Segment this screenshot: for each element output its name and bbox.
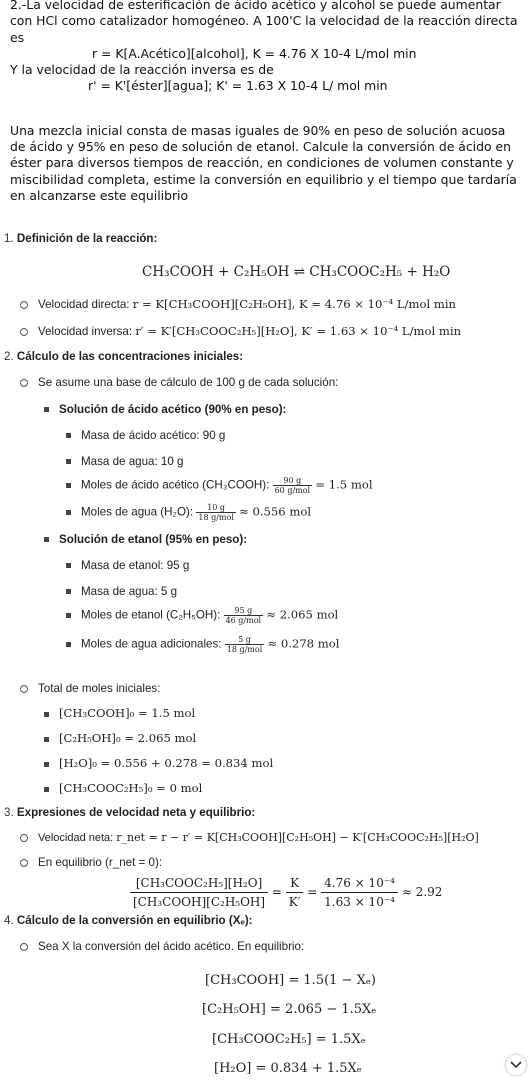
- rate-forward: Velocidad directa: r = K[CH₃COOH][C₂H₅OH], K = 4.76 × 10⁻⁴ L/mol min: [20, 297, 456, 311]
- eq-ethanol: [C₂H₅OH] = 2.065 − 1.5Xₑ: [202, 1002, 377, 1017]
- total-ethanol: [C₂H₅OH]₀ = 2.065 mol: [44, 731, 196, 745]
- calc-basis: Se asume una base de cálculo de 100 g de cada solución:: [20, 376, 338, 389]
- total-ester: [CH₃COOC₂H₅]₀ = 0 mol: [44, 781, 202, 795]
- eq-acid: [CH₃COOH] = 1.5(1 − Xₑ): [205, 973, 376, 988]
- net-rate: Velocidad neta: r_net = r − r′ = K[CH₃COOH][C₂H₅OH] − K′[CH₃COOC₂H₅][H₂O]: [20, 831, 479, 844]
- reaction-equation: CH₃COOH + C₂H₅OH ⇌ CH₃COOC₂H₅ + H₂O: [142, 264, 451, 280]
- equilibrium-constant-equation: [CH₃COOC₂H₅][H₂O] [CH₃COOH][C₂H₅OH] = $\frac{K}{K'}$ = $\frac{\text{4.76 × 10⁻⁴}}{\text{1.63 × 10⁻⁴}}$ ≈ 2.92: [130, 874, 442, 911]
- rate-reverse: Velocidad inversa: r′ = K′[CH₃COOC₂H₅][H₂O], K′ = 1.63 × 10⁻⁴ L/mol min: [20, 324, 461, 338]
- water-mass-2: Masa de agua: 5 g: [66, 585, 177, 598]
- acid-mass: Masa de ácido acético: 90 g: [66, 429, 225, 442]
- conversion-definition: Sea X la conversión del ácido acético. En equilibrio:: [20, 940, 304, 953]
- total-moles-heading: Total de moles iniciales:: [20, 682, 160, 695]
- total-water: [H₂O]₀ = 0.556 + 0.278 = 0.834 mol: [44, 756, 273, 770]
- problem-question: Una mezcla inicial consta de masas iguales de 90% en peso de solución acuosa de ácido y 95% en peso de solución de etanol. Calcule la conversión de ácido en éster para diversos tiempos de reacción, en condiciones de volumen constante y miscibilidad completa, estime la conversión en equilibrio y el tiempo que tardaría en alcanzarse este equilibrio: [10, 122, 517, 203]
- total-acid: [CH₃COOH]₀ = 1.5 mol: [44, 706, 195, 720]
- acid-solution-heading: Solución de ácido acético (90% en peso):: [44, 403, 286, 416]
- eq-ester: [CH₃COOC₂H₅] = 1.5Xₑ: [212, 1032, 366, 1047]
- reverse-intro: Y la velocidad de la reacción inversa es de: [10, 62, 274, 78]
- forward-rate-equation: r = K[A.Acético][alcohol], K = 4.76 X 10-4 L/mol min: [92, 45, 417, 61]
- equilibrium-condition: En equilibrio (r_net = 0):: [20, 856, 162, 869]
- section-4-heading: 4. Cálculo de la conversión en equilibrio (Xₑ):: [4, 914, 253, 927]
- reverse-rate-equation: r' = K'[éster][agua]; K' = 1.63 X 10-4 L/ mol min: [88, 78, 388, 94]
- section-1-heading: 1. Definición de la reacción:: [4, 232, 158, 245]
- ethanol-moles: Moles de etanol (C₂H₅OH): $\frac{95 g}{\text{46 g/mol}}$ ≈ 2.065 mol: [66, 606, 338, 625]
- chevron-down-icon: [510, 1061, 522, 1069]
- acid-moles: Moles de ácido acético (CH₃COOH): $\frac{90 g}{\text{60 g/mol}}$ = 1.5 mol: [66, 476, 373, 495]
- water-mass-1: Masa de agua: 10 g: [66, 455, 184, 468]
- extra-water-moles: Moles de agua adicionales: $\frac{5 g}{\text{18 g/mol}}$ ≈ 0.278 mol: [66, 635, 339, 654]
- scroll-down-button[interactable]: [506, 1055, 526, 1075]
- eq-water: [H₂O] = 0.834 + 1.5Xₑ: [214, 1061, 362, 1076]
- section-2-heading: 2. Cálculo de las concentraciones iniciales:: [4, 350, 244, 363]
- ethanol-solution-heading: Solución de etanol (95% en peso):: [44, 533, 247, 546]
- problem-statement: [10, 0, 522, 204]
- ethanol-mass: Masa de etanol: 95 g: [66, 559, 189, 572]
- problem-intro: 2.-La velocidad de esterificación de ácido acético y alcohol se puede aumentar con HCl como catalizador homogéneo. A 100'C la velocidad de la reacción directa es: [10, 0, 518, 45]
- section-3-heading: 3. Expresiones de velocidad neta y equilibrio:: [4, 806, 256, 819]
- water-moles: Moles de agua (H₂O): $\frac{10 g}{\text{18 g/mol}}$ ≈ 0.556 mol: [66, 503, 311, 522]
